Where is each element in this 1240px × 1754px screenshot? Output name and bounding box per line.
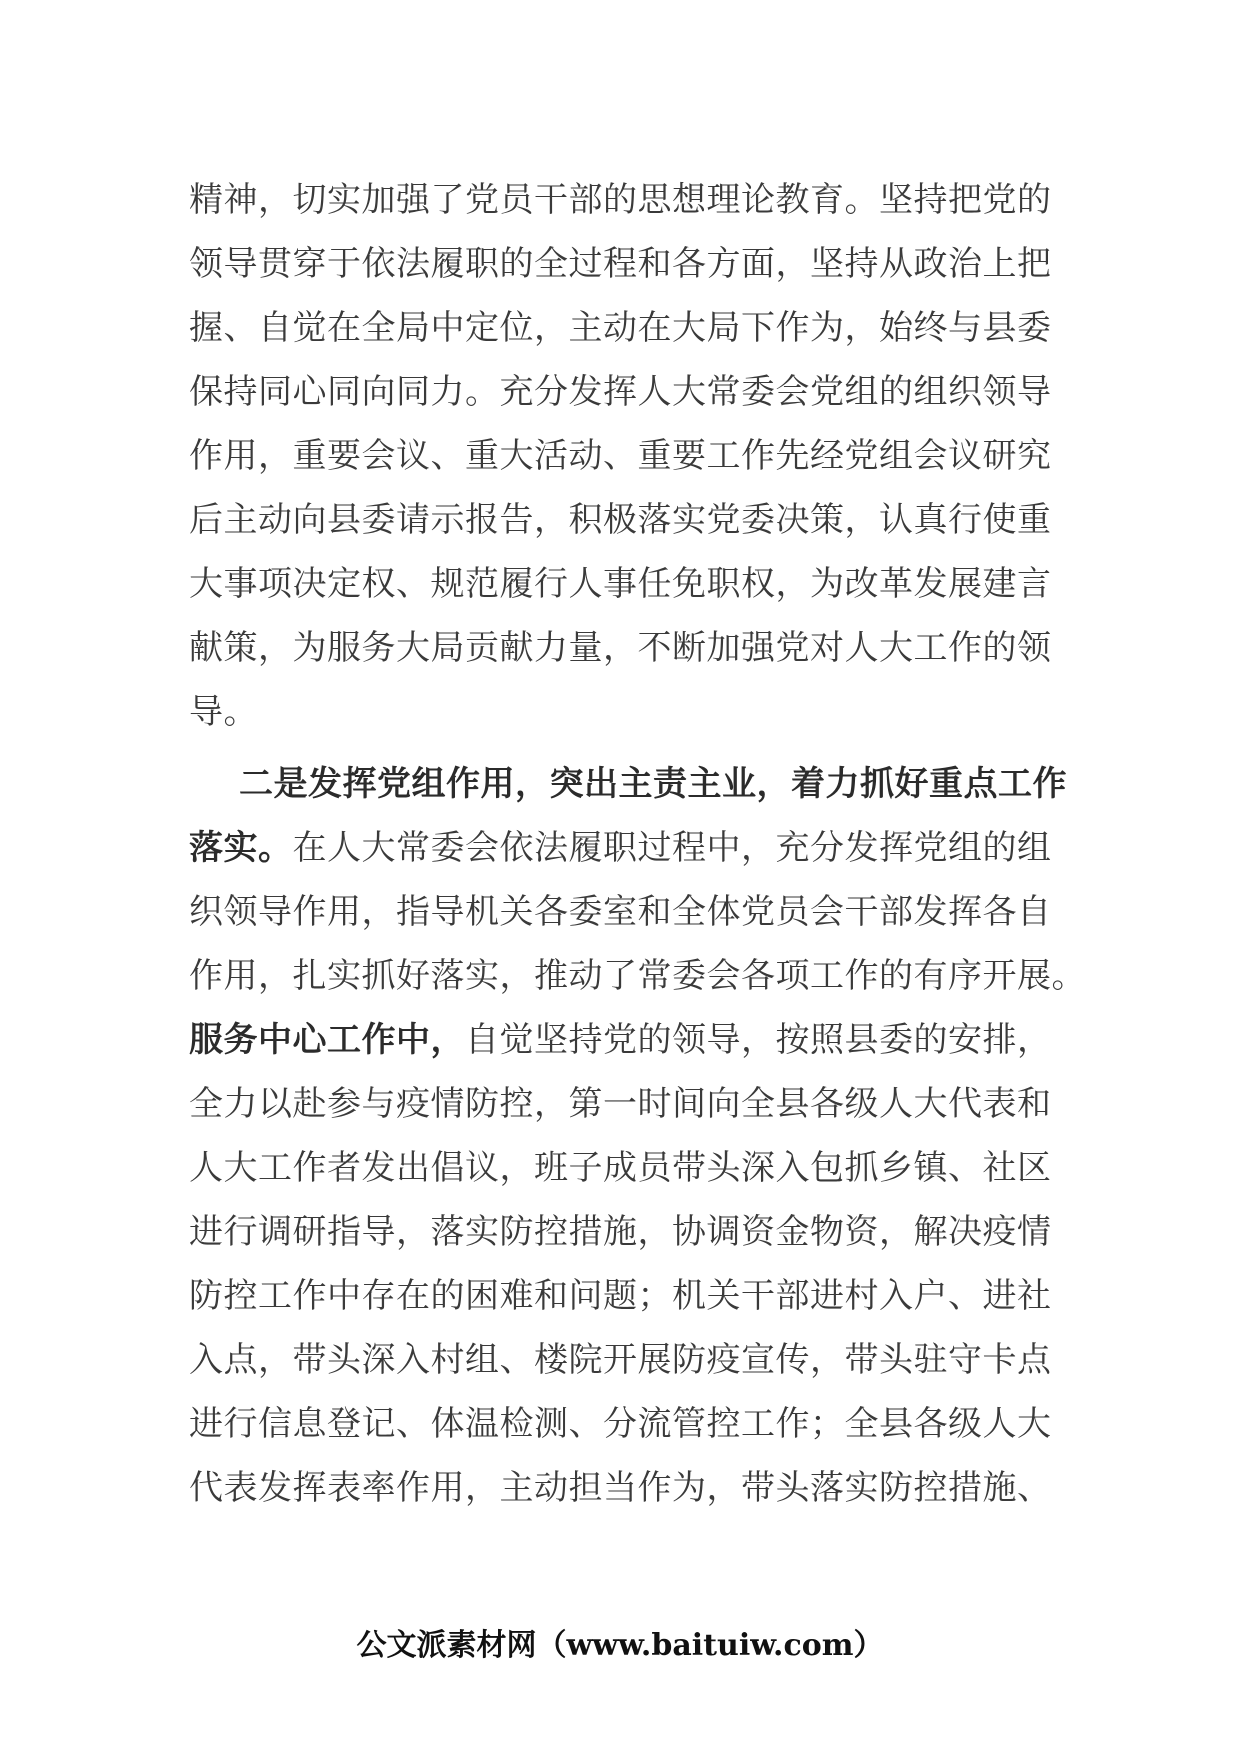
- section-heading: 二是发挥党组作用，突出主责主业，着力抓好重点工作: [239, 764, 1067, 804]
- text-line: 后主动向县委请示报告，积极落实党委决策，认真行使重: [189, 500, 1052, 540]
- paragraph-1: [189, 168, 1059, 744]
- section-heading-end: 落实。: [189, 828, 293, 868]
- text-line: 导。: [189, 692, 258, 732]
- subsection-heading: 服务中心工作中，: [189, 1020, 465, 1060]
- document-body: [189, 168, 1086, 1520]
- text-line: 全力以赴参与疫情防控，第一时间向全县各级人大代表和: [189, 1084, 1052, 1124]
- text-line: 精神，切实加强了党员干部的思想理论教育。坚持把党的: [189, 180, 1052, 220]
- text-line: 进行调研指导，落实防控措施，协调资金物资，解决疫情: [189, 1212, 1052, 1252]
- footer-watermark: 公文派素材网（www.baituiw.com）: [356, 1628, 884, 1663]
- text-line: 人大工作者发出倡议，班子成员带头深入包抓乡镇、社区: [189, 1148, 1052, 1188]
- text-line: 领导贯穿于依法履职的全过程和各方面，坚持从政治上把: [189, 244, 1052, 284]
- text-line: 入点，带头深入村组、楼院开展防疫宣传，带头驻守卡点: [189, 1340, 1052, 1380]
- paragraph-2: [189, 752, 1086, 1520]
- text-line: 代表发挥表率作用，主动担当作为，带头落实防控措施、: [189, 1468, 1052, 1508]
- text-line: 大事项决定权、规范履行人事任免职权，为改革发展建言: [189, 564, 1052, 604]
- text-line: 作用，重要会议、重大活动、重要工作先经党组会议研究: [189, 436, 1052, 476]
- text-line: 握、自觉在全局中定位，主动在大局下作为，始终与县委: [189, 308, 1052, 348]
- text-line: 献策，为服务大局贡献力量，不断加强党对人大工作的领: [189, 628, 1052, 668]
- text-span: 自觉坚持党的领导，按照县委的安排，: [465, 1020, 1052, 1060]
- text-line: 防控工作中存在的困难和问题；机关干部进村入户、进社: [189, 1276, 1052, 1316]
- paragraph-gap: [189, 744, 1059, 752]
- text-line: [189, 816, 1059, 880]
- text-line: 织领导作用，指导机关各委室和全体党员会干部发挥各自: [189, 892, 1052, 932]
- text-line: 进行信息登记、体温检测、分流管控工作；全县各级人大: [189, 1404, 1052, 1444]
- text-line: 作用，扎实抓好落实，推动了常委会各项工作的有序开展。: [189, 956, 1086, 996]
- text-line: 保持同心同向同力。充分发挥人大常委会党组的组织领导: [189, 372, 1052, 412]
- text-line: [189, 1008, 1059, 1072]
- text-span: 在人大常委会依法履职过程中，充分发挥党组的组: [292, 828, 1052, 868]
